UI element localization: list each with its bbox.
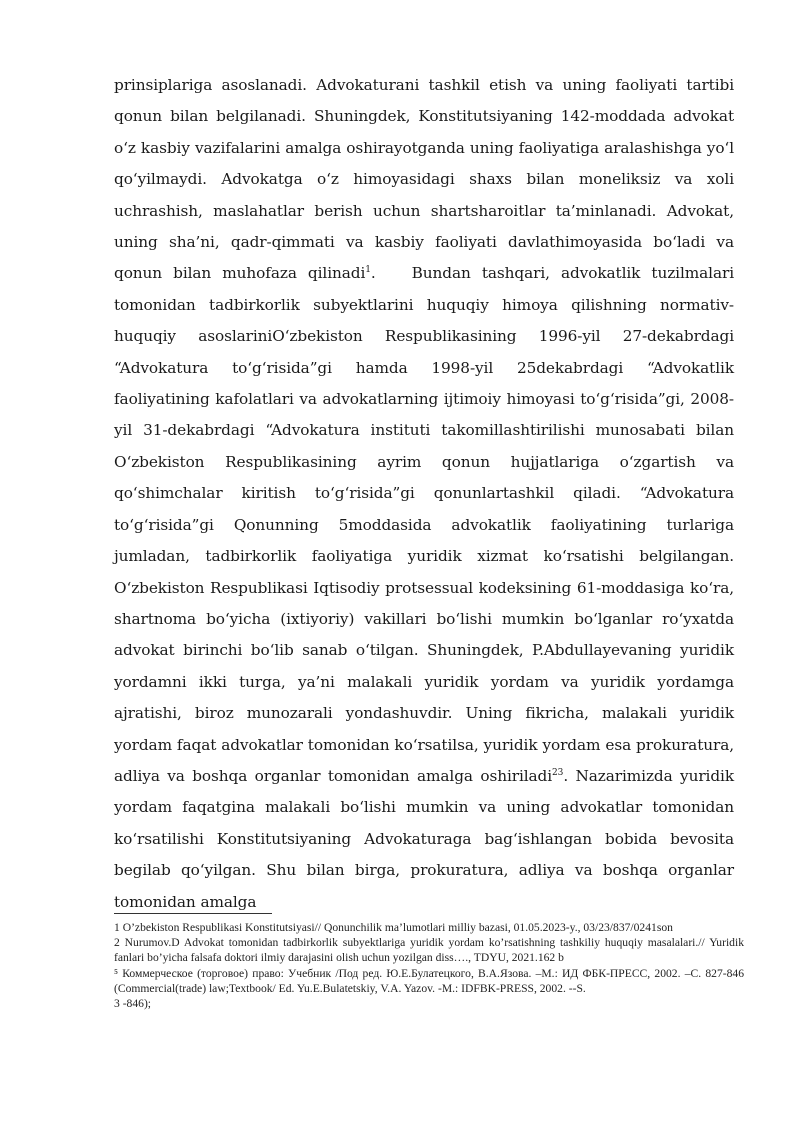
text-segment: prinsiplariga asoslanadi. Advokaturani tashkil etish va uning faoliyati tartibi qonun bilan belgilanadi. Shuningdek, Konstitutsiyaning 142-moddada advokat o‘z kasbiy vazifalarini amalga oshirayotganda uning faoliyatiga aralashishga yo‘l qo‘yilmaydi. Advokatga o‘z himoyasidagi shaxs bilan moneliksiz va xoli uchrashish, maslahatlar berish uchun shartsharoitlar ta’minlanadi. Advokat, uning sha’ni, qadr-qimmati va kasbiy faoliyati davlathimoyasida bo‘ladi va qonun bilan muhofaza qilinadi: [114, 76, 734, 283]
footnote-separator: [114, 913, 272, 914]
main-text: [114, 70, 734, 918]
footnote-1: 1 O’zbekiston Respublikasi Konstitutsiyasi// Qonunchilik ma’lumotlari milliy bazasi, 01.05.2023-y., 03/23/837/0241son: [114, 921, 673, 934]
text-segment: . Nazarimizda yuridik yordam faqatgina malakali bo‘lishi mumkin va uning advokatlar tomonidan ko‘rsatilishi Konstitutsiyaning Advokaturaga bag‘ishlangan bobida bevosita begilab qo‘yilgan. Shu bilan birga, prokuratura, adliya va boshqa organlar tomonidan amalga: [114, 766, 735, 911]
footnote-4: 3 -846);: [114, 997, 152, 1011]
footnote-ref: 1: [365, 265, 371, 276]
paragraph: prinsiplariga asoslanadi. Advokaturani tashkil etish va uning faoliyati tartibi qonun bilan belgilanadi. Shuningdek, Konstitutsiyaning 142-moddada advokat o‘z kasbiy vazifalarini amalga oshirayotganda uning faoliyatiga aralashishga yo‘l qo‘yilmaydi. Advokatga o‘z himoyasidagi shaxs bilan moneliksiz va xoli uchrashish, maslahatlar berish uchun shartsharoitlar ta’minlanadi. Advokat, uning sha’ni, qadr-qimmati va kasbiy faoliyati davlathimoyasida bo‘ladi va qonun bilan muhofaza qilinadi$^1$. Bundan tashqari, advokatlik tuzilmalari tomonidan tadbirkorlik subyektlarini huquqiy himoya qilishning normativ-huquqiy asoslariniO‘zbekiston Respublikasining 1996-yil 27-dekabrdagi “Advokatura to‘g‘risida”gi hamda 1998-yil 25dekabrdagi “Advokatlik faoliyatining kafolatlari va advokatlarning ijtimoiy himoyasi to‘g‘risida”gi, 2008-yil 31-dekabrdagi “Advokatura instituti takomillashtirilishi munosabati bilan O‘zbekiston Respublikasining ayrim qonun hujjatlariga o‘zgartish va qo‘shimchalar kiritish to‘g‘risida”gi qonunlartashkil qiladi. “Advokatura to‘g‘risida”gi Qonunning 5moddasida advokatlik faoliyatining turlariga jumladan, tadbirkorlik faoliyatiga yuridik xizmat ko‘rsatishi belgilangan. O‘zbekiston Respublikasi Iqtisodiy protsessual kodeksining 61-moddasiga ko‘ra, shartnoma bo‘yicha (ixtiyoriy) vakillari bo‘lishi mumkin bo‘lganlar ro‘yxatda advokat birinchi bo‘lib sanab o‘tilgan. Shuningdek, P.Abdullayevaning yuridik yordamni ikki turga, ya’ni malakali yuridik yordam va yuridik yordamga ajratishi, biroz munozarali yondashuvdir. Uning fikricha, malakali yuridik yordam faqat advokatlar tomonidan ko‘rsatilsa, yuridik yordam esa prokuratura, adliya va boshqa organlar tomonidan amalga oshiriladi$^{23}$. Nazarimizda yuridik yordam faqatgina malakali bo‘lishi mumkin va uning advokatlar tomonidan ko‘rsatilishi Konstitutsiyaning Advokaturaga bag‘ishlangan bobida bevosita begilab qo‘yilgan. Shu bilan birga, prokuratura, adliya va boshqa organlar tomonidan amalga: [114, 76, 735, 911]
footnote-ref: 23: [552, 767, 564, 778]
footnotes: [114, 920, 744, 1011]
text-segment: Bundan tashqari, advokatlik tuzilmalari tomonidan tadbirkorlik subyektlarini huquqiy himoya qilishning normativ-huquqiy asoslariniO‘zbekiston Respublikasining 1996-yil 27-dekabrdagi “Advokatura to‘g‘risida”gi hamda 1998-yil 25dekabrdagi “Advokatlik faoliyatining kafolatlari va advokatlarning ijtimoiy himoyasi to‘g‘risida”gi, 2008-yil 31-dekabrdagi “Advokatura instituti takomillashtirilishi munosabati bilan O‘zbekiston Respublikasining ayrim qonun hujjatlariga o‘zgartish va qo‘shimchalar kiritish to‘g‘risida”gi qonunlartashkil qiladi. “Advokatura to‘g‘risida”gi Qonunning 5moddasida advokatlik faoliyatining turlariga jumladan, tadbirkorlik faoliyatiga yuridik xizmat ko‘rsatishi belgilangan. O‘zbekiston Respublikasi Iqtisodiy protsessual kodeksining 61-moddasiga ko‘ra, shartnoma bo‘yicha (ixtiyoriy) vakillari bo‘lishi mumkin bo‘lganlar ro‘yxatda advokat birinchi bo‘lib sanab o‘tilgan. Shuningdek, P.Abdullayevaning yuridik yordamni ikki turga, ya’ni malakali yuridik yordam va yuridik yordamga ajratishi, biroz munozarali yondashuvdir. Uning fikricha, malakali yuridik yordam faqat advokatlar tomonidan ko‘rsatilsa, yuridik yordam esa prokuratura, adliya va boshqa organlar tomonidan amalga oshiriladi: [114, 264, 734, 785]
footnote-2: 2 Nurumov.D Advokat tomonidan tadbirkorlik subyektlariga yuridik yordam ko’rsatishning tashkiliy huquqiy masalalari.// Yuridik fanlari bo’yicha falsafa doktori ilmiy darajasini olish uchun yozilgan diss…., TDYU, 2021.162 b: [114, 936, 744, 965]
footnote-3: ⁵ Коммерческое (торговое) право: Учебник /Под ред. Ю.Е.Булатецкого, В.А.Язова. –М.: ИД ФБК-ПРЕСС, 2002. –С. 827-846 (Commercial(trade) law;Textbook/ Ed. Yu.E.Bulatetskiy, V.A. Yazov. -M.: IDFBK-PRESS, 2002. --S.: [114, 966, 744, 995]
